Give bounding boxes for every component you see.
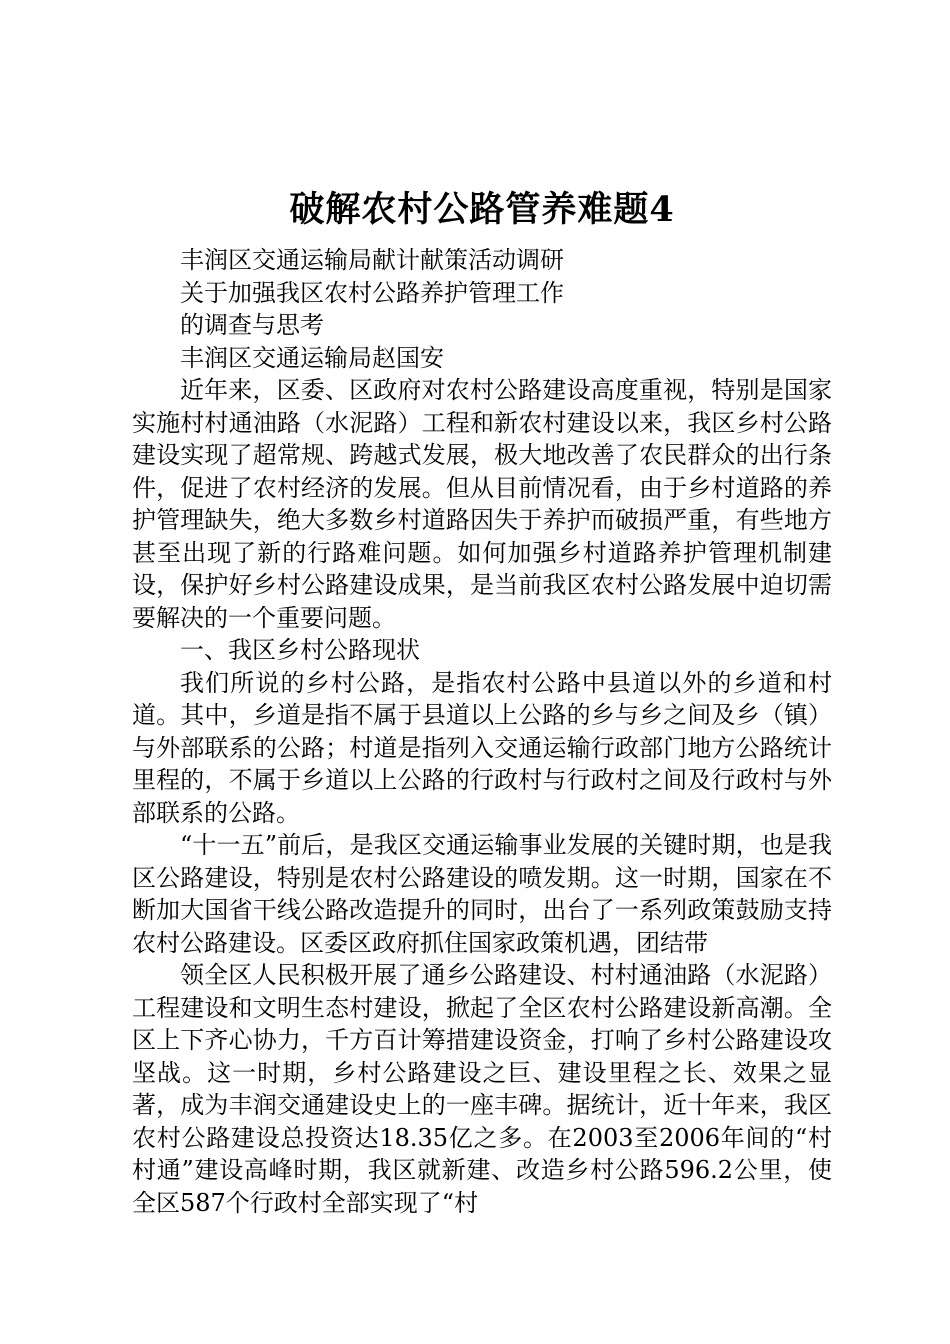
body-paragraph: 近年来，区委、区政府对农村公路建设高度重视，特别是国家实施村村通油路（水泥路）工程和新农村建设以来，我区乡村公路建设实现了超常规、跨越式发展，极大地改善了农民群众的出行条件，促进了农村经济的发展。但从目前情况看，由于乡村道路的养护管理缺失，绝大多数乡村道路因失于养护而破损严重，有些地方甚至出现了新的行路难问题。如何加强乡村道路养护管理机制建设，保护好乡村公路建设成果，是当前我区农村公路发展中迫切需要解决的一个重要问题。 — [132, 376, 832, 632]
subtitle-line: 丰润区交通运输局献计献策活动调研 — [180, 246, 564, 274]
subtitle-line: 的调查与思考 — [180, 311, 324, 339]
author-line: 丰润区交通运输局赵国安 — [180, 343, 444, 372]
body-paragraph: “十一五”前后，是我区交通运输事业发展的关键时期，也是我区公路建设，特别是农村公路建设的喷发期。这一时期，国家在不断加大国省干线公路改造提升的同时，出台了一系列政策鼓励支持农村公路建设。区委区政府抓住国家政策机遇，团结带 — [132, 831, 832, 957]
subtitle-line: 关于加强我区农村公路养护管理工作 — [180, 278, 564, 307]
document-page — [132, 186, 832, 1219]
section-heading: 一、我区乡村公路现状 — [180, 636, 420, 664]
document-title: 破解农村公路管养难题4 — [289, 189, 675, 230]
body-paragraph: 我们所说的乡村公路，是指农村公路中县道以外的乡道和村道。其中，乡道是指不属于县道以上公路的乡与乡之间及乡（镇）与外部联系的公路；村道是指列入交通运输行政部门地方公路统计里程的，不属于乡道以上公路的行政村与行政村之间及行政村与外部联系的公路。 — [132, 668, 832, 827]
body-paragraph: 领全区人民积极开展了通乡公路建设、村村通油路（水泥路）工程建设和文明生态村建设，掀起了全区农村公路建设新高潮。全区上下齐心协力，千方百计筹措建设资金，打响了乡村公路建设攻坚战。这一时期，乡村公路建设之巨、建设里程之长、效果之显著，成为丰润交通建设史上的一座丰碑。据统计，近十年来，我区农村公路建设总投资达18.35亿之多。在2003至2006年间的“村村通”建设高峰时期，我区就新建、改造乡村公路596.2公里，使全区587个行政村全部实现了“村 — [132, 961, 832, 1217]
